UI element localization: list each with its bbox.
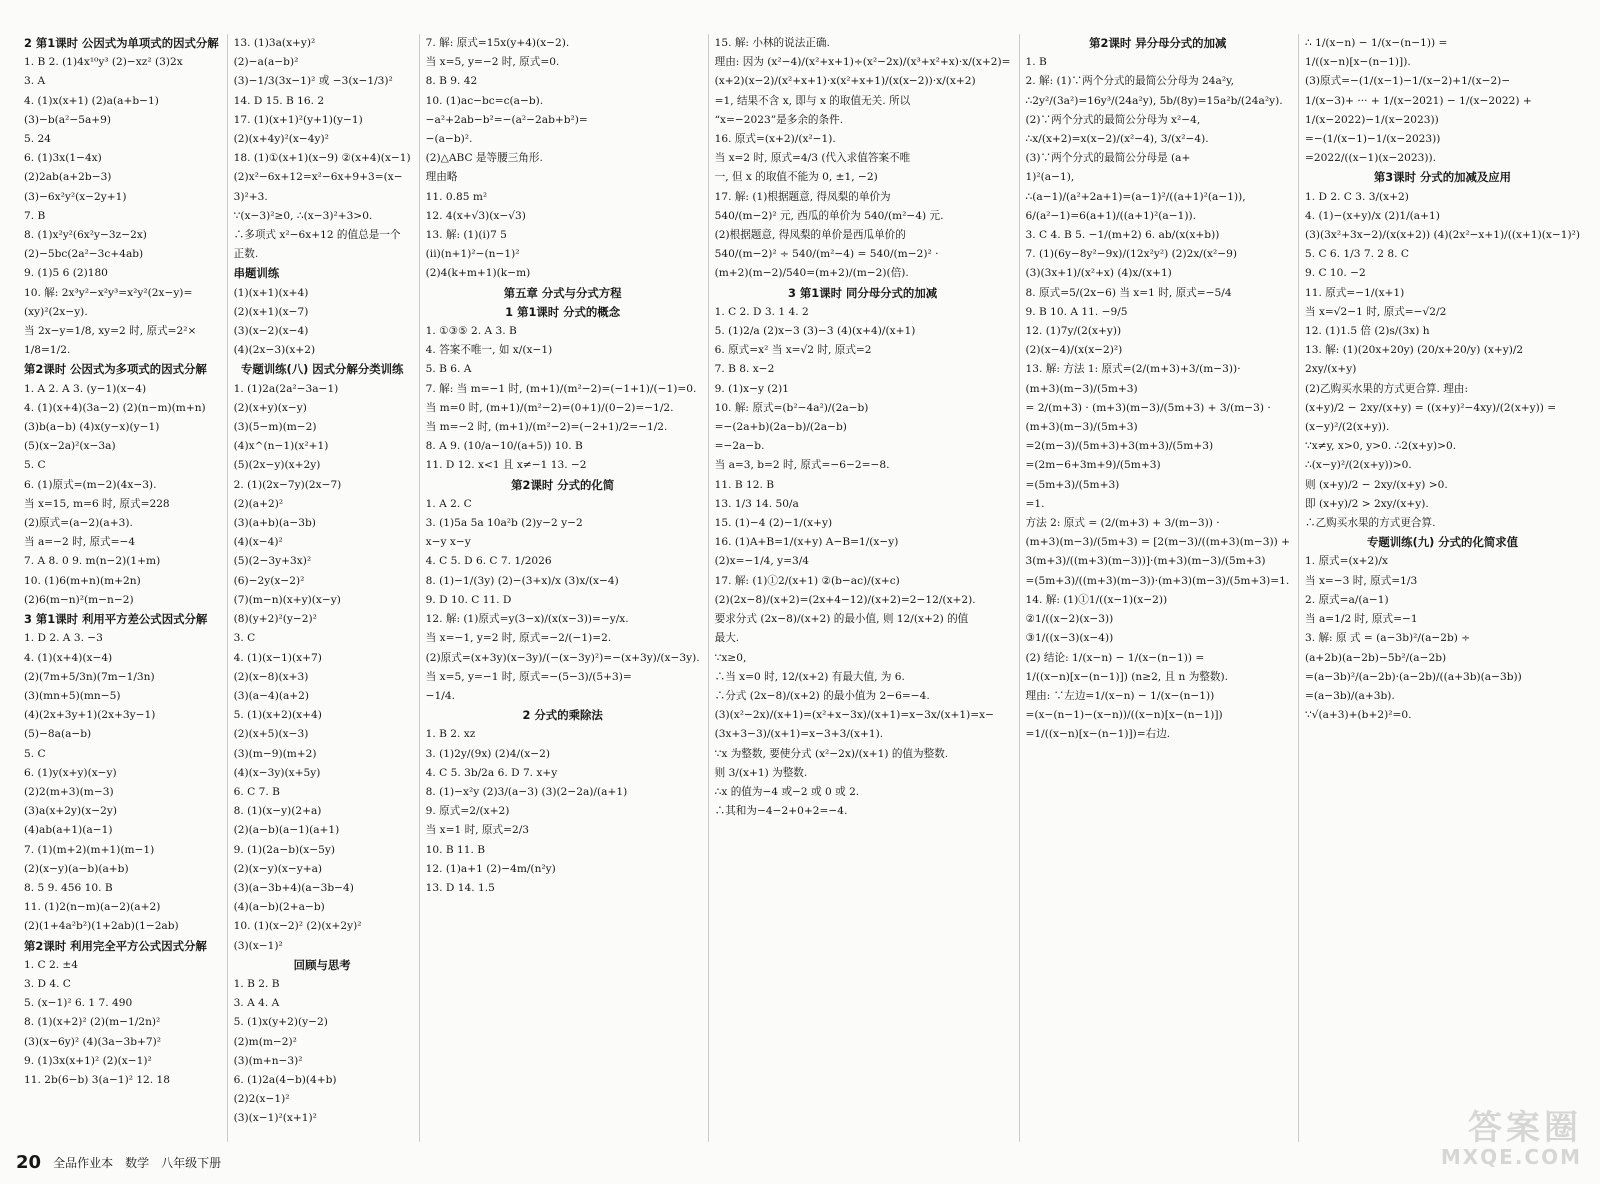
answer-line: 2. 解: (1)∵两个分式的最简公分母为 24a²y, — [1025, 75, 1235, 88]
answer-line: (2)(x−y)(a−b)(a+b) — [24, 862, 129, 875]
answer-line: 9. (1)x−y (2)1 — [714, 382, 790, 395]
answer-line: 9. 原式=2/(x+2) — [425, 805, 510, 818]
answer-line: (4)(a−b)(2+a−b) — [233, 901, 325, 914]
answer-line: 11. 原式=−1/(x+1) — [1304, 286, 1405, 299]
answer-line: (5)−8a(a−b) — [24, 728, 92, 741]
answer-line: 5. C — [24, 747, 46, 760]
answer-column-1 — [18, 34, 227, 1142]
section-heading: 第3课时 分式的加减及应用 — [1373, 170, 1512, 185]
answer-line: 理由略 — [425, 171, 458, 184]
answer-line: 5. C — [24, 459, 46, 472]
answer-line: 1. B 2. xz — [425, 728, 476, 741]
answer-line: (4)ab(a+1)(a−1) — [24, 824, 113, 837]
answer-line: (2)(x−y)(x−y+a) — [233, 862, 323, 875]
answer-line: 3. C — [233, 632, 256, 645]
answer-line: (3)(x²−2x)/(x+1)=(x²+x−3x)/(x+1)=x−3x/(x+1)=x− — [714, 709, 994, 722]
answer-line: (3)(x−6y)² (4)(3a−3b+7)² — [24, 1035, 162, 1048]
answer-line: 6/(a²−1)=6(a+1)/((a+1)²(a−1)). — [1025, 209, 1196, 222]
answer-line: (2)∵两个分式的最简公分母为 x²−4, — [1025, 113, 1201, 126]
answer-line: 当 m=−2 时, (m+1)/(m²−2)=(−2+1)/2=−1/2. — [425, 421, 668, 434]
answer-line: 8. A 9. (10/a−10/(a+5)) 10. B — [425, 440, 583, 453]
answer-line: (2)△ABC 是等腰三角形. — [425, 152, 543, 165]
answer-line: 要求分式 (2x−8)/(x+2) 的最小值, 则 12/(x+2) 的值 — [714, 613, 969, 626]
answer-line: (8)(y+2)²(y−2)² — [233, 613, 317, 626]
answer-line: 9. C 10. −2 — [1304, 267, 1366, 280]
answer-line: 1)²(a−1), — [1025, 171, 1075, 184]
answer-line: (x−y)²/(2(x+y)). — [1304, 421, 1390, 434]
site-watermark — [1352, 1110, 1582, 1174]
answer-line: ∵x≥0, — [714, 651, 747, 664]
answer-line: 当 x=√2−1 时, 原式=−√2/2 — [1304, 305, 1447, 318]
answer-line: (2) 结论: 1/(x−n) − 1/(x−(n−1)) = — [1025, 651, 1205, 664]
answer-line: (1)(x+1)(x+4) — [233, 286, 309, 299]
section-heading: 第2课时 异分母分式的加减 — [1089, 36, 1227, 50]
answer-line: (2)(a−b)(a−1)(a+1) — [233, 824, 340, 837]
answer-line: 12. 4(x+√3)(x−√3) — [425, 209, 526, 222]
answer-line: 18. (1)①(x+1)(x−9) ②(x+4)(x−1) — [233, 152, 411, 165]
answer-column-2 — [227, 34, 419, 1142]
answer-line: 6. (1)3x(1−4x) — [24, 152, 102, 165]
answer-line: ∴其和为−4−2+0+2=−4. — [714, 805, 848, 818]
answer-line: 10. (1)(x−2)² (2)(x+2y)² — [233, 920, 362, 933]
answer-line: (2)2(m+3)(m−3) — [24, 785, 114, 798]
answer-line: (2)原式=(x+3y)(x−3y)/(−(x−3y)²)=−(x+3y)/(x−3y). — [425, 651, 700, 664]
answer-line: 3. 解: 原 式 = (a−3b)²/(a−2b) ÷ — [1304, 632, 1471, 645]
answer-line: 14. D 15. B 16. 2 — [233, 94, 325, 107]
answer-line: 4. C 5. 3b/2a 6. D 7. x+y — [425, 766, 558, 779]
answer-line: 3(m+3)/((m+3)(m−3))]·(m+3)(m−3)/(5m+3) — [1025, 555, 1266, 568]
answer-line: ②1/((x−2)(x−3)) — [1025, 613, 1114, 626]
answer-line: −1/4. — [425, 689, 455, 702]
answer-line: (3)−6x²y²(x−2y+1) — [24, 190, 127, 203]
page-number: 20 — [16, 1151, 42, 1173]
answer-line: ∴x 的值为−4 或−2 或 0 或 2. — [714, 785, 860, 798]
answer-line: =−(2a+b)(2a−b)/(2a−b) — [714, 421, 847, 434]
answer-line: “x=−2023”是多余的条件. — [714, 113, 844, 126]
answer-line: (3)(m−9)(m+2) — [233, 747, 317, 760]
answer-line: 10. 解: 2x³y²−x²y³=x²y²(2x−y)= — [24, 286, 193, 299]
answer-line: 2. (1)(2x−7y)(2x−7) — [233, 478, 342, 491]
answer-line: 5. (1)2/a (2)x−3 (3)−3 (4)(x+4)/(x+1) — [714, 325, 916, 338]
answer-line: 8. 5 9. 456 10. B — [24, 881, 113, 894]
answer-line: 4. (1)(x−1)(x+7) — [233, 651, 322, 664]
answer-line: x−y x−y — [425, 536, 471, 549]
answer-line: =(a−3b)/(a+3b). — [1304, 689, 1395, 702]
answer-line: (3)a(x+2y)(x−2y) — [24, 805, 118, 818]
answer-line: (3)原式=−(1/(x−1)−1/(x−2)+1/(x−2)− — [1304, 75, 1511, 88]
answer-line: (5)(2−3y+3x)² — [233, 555, 312, 568]
answer-line: (3)(5−m)(m−2) — [233, 421, 317, 434]
answer-line: 6. (1)2a(4−b)(4+b) — [233, 1073, 337, 1086]
answer-line: (3)(x−1)²(x+1)² — [233, 1112, 317, 1125]
answer-line: 8. (1)(x+2)² (2)(m−1/2n)² — [24, 1016, 161, 1029]
section-heading: 专题训练(九) 分式的化简求值 — [1366, 535, 1519, 550]
answer-line: 1/((x−n)[x−(n−1)]). — [1304, 56, 1411, 69]
answer-line: =(a−3b)²/(a−2b)·(a−2b)/((a+3b)(a−3b)) — [1304, 670, 1522, 683]
answer-line: 7. 解: 当 m=−1 时, (m+1)/(m²−2)=(−1+1)/(−1)=0. — [425, 382, 697, 395]
answer-line: 15. (1)−4 (2)−1/(x+y) — [714, 517, 833, 530]
answer-line: 4. 答案不唯一, 如 x/(x−1) — [425, 344, 553, 357]
answer-line: 理由: ∵左边=1/(x−n) − 1/(x−(n−1)) — [1025, 689, 1215, 702]
answer-line: 14. 解: (1)①1/((x−1)(x−2)) — [1025, 593, 1168, 606]
answer-line: ∴x/(x+2)=x(x−2)/(x²−4), 3/(x²−4). — [1025, 133, 1209, 146]
answer-line: (3)(3x²+3x−2)/(x(x+2)) (4)(2x²−x+1)/((x+1)(x−1)²) — [1304, 229, 1580, 242]
answer-line: 10. (1)ac−bc=c(a−b). — [425, 94, 544, 107]
answer-line: 10. 解: 原式=(b²−4a²)/(2a−b) — [714, 401, 869, 414]
book-title: 全品作业本 — [53, 1155, 114, 1170]
answer-line: 当 2x−y=1/8, xy=2 时, 原式=2²× — [24, 325, 197, 338]
answer-line: ∴2y²/(3a²)=16y³/(24a²y), 5b/(8y)=15a²b/(24a²y). — [1025, 94, 1283, 107]
answer-line: 3. (1)5a 5a 10a²b (2)y−2 y−2 — [425, 517, 583, 530]
watermark-english: MXQE.COM — [1440, 1145, 1582, 1169]
answer-line: 1. (1)2a(2a²−3a−1) — [233, 382, 339, 395]
answer-line: =(5m+3)/((m+3)(m−3))·(m+3)(m−3)/(5m+3)=1. — [1025, 574, 1290, 587]
answer-column-5 — [1019, 34, 1298, 1142]
answer-line: 13. (1)3a(x+y)² — [233, 37, 316, 49]
answer-line: (3)(a−3b+4)(a−3b−4) — [233, 881, 354, 894]
answer-column-6 — [1298, 34, 1588, 1142]
answer-line: 15. 解: 小林的说法正确. — [714, 37, 830, 49]
answer-line: 当 x=1 时, 原式=2/3 — [425, 824, 530, 837]
answer-line: 1. D 2. C 3. 3/(x+2) — [1304, 190, 1409, 203]
answer-line: 9. (1)(2a−b)(x−5y) — [233, 843, 335, 856]
answer-line: ∴多项式 x²−6x+12 的值总是一个 — [233, 229, 401, 242]
answer-line: 则 (x+y)/2 − 2xy/(x+y) >0. — [1304, 478, 1448, 491]
answer-line: (3)(3x+1)/(x²+x) (4)x/(x+1) — [1025, 267, 1172, 280]
answer-line: 8. 原式=5/(2x−6) 当 x=1 时, 原式=−5/4 — [1025, 286, 1232, 299]
answer-line: 13. 解: 方法 1: 原式=(2/(m+3)+3/(m−3))· — [1025, 363, 1241, 376]
answer-line: 6. (1)y(x+y)(x−y) — [24, 766, 117, 779]
watermark-chinese: 答案圈 — [1468, 1108, 1582, 1148]
answer-line: 1. ①③⑤ 2. A 3. B — [425, 325, 517, 338]
answer-line: 当 x=−1, y=2 时, 原式=−2/(−1)=2. — [425, 632, 612, 645]
answer-line: ∵x 为整数, 要使分式 (x²−2x)/(x+1) 的值为整数. — [714, 747, 949, 760]
answer-line: (m+3)(m−3)/(5m+3) — [1025, 382, 1138, 395]
answer-line: (4)(2x−3)(x+2) — [233, 344, 316, 357]
section-heading: 第2课时 利用完全平方公式因式分解 — [24, 938, 207, 953]
answer-line: 6. 原式=x² 当 x=√2 时, 原式=2 — [714, 344, 872, 357]
answer-line: 17. (1)(x+1)²(y+1)(y−1) — [233, 113, 363, 126]
answer-line: 8. (1)−x²y (2)3/(a−3) (3)(2−2a)/(a+1) — [425, 785, 628, 798]
answer-line: 12. (1)1.5 倍 (2)s/(3x) h — [1304, 325, 1430, 338]
answer-line: 5. (1)x(y+2)(y−2) — [233, 1016, 328, 1029]
answer-line: 5. 24 — [24, 133, 51, 146]
answer-line: (2)2(x−1)² — [233, 1093, 290, 1106]
answer-line: 6. C 7. B — [233, 785, 280, 798]
answer-line: (3)(x−2)(x−4) — [233, 325, 309, 338]
answer-line: ∴(x−y)²/(2(x+y))>0. — [1304, 459, 1412, 472]
answer-line: (2)(x−4)/(x(x−2)²) — [1025, 344, 1123, 357]
answer-line: 当 a=−2 时, 原式=−4 — [24, 536, 136, 549]
answer-line: (m+2)(m−2)/540=(m+2)/(m−2)(倍). — [714, 267, 909, 280]
answer-line: 4. (1)(x+4)(x−4) — [24, 651, 113, 664]
grade-label: 八年级下册 — [161, 1155, 222, 1170]
answer-line: −(a−b)². — [425, 133, 473, 146]
answer-line: 3. C 4. B 5. −1/(m+2) 6. ab/(x(x+b)) — [1025, 229, 1220, 242]
answer-line: 8. B 9. 42 — [425, 75, 478, 88]
answer-line: (2)根据题意, 得凤梨的单价是西瓜单价的 — [714, 229, 906, 242]
answer-line: 7. B — [24, 209, 46, 222]
section-heading: 2 第1课时 公因式为单项式的因式分解 — [24, 36, 219, 50]
answer-line: 最大. — [714, 632, 740, 645]
answer-line: 7. A 8. 0 9. m(n−2)(1+m) — [24, 555, 161, 568]
answer-line: 11. 2b(6−b) 3(a−1)² 12. 18 — [24, 1073, 171, 1086]
answer-line: (4)(x−3y)(x+5y) — [233, 766, 321, 779]
answer-line: 9. B 10. A 11. −9/5 — [1025, 305, 1128, 318]
answer-line: (2)m(m−2)² — [233, 1035, 297, 1048]
answer-line: 9. (1)3x(x+1)² (2)(x−1)² — [24, 1054, 152, 1067]
answer-line: (m+3)(m−3)/(5m+3) — [1025, 421, 1138, 434]
answer-line: (2)(x+y)(x−y) — [233, 401, 307, 414]
answer-line: 5. C 6. 1/3 7. 2 8. C — [1304, 248, 1409, 261]
answer-line: 12. 解: (1)原式=y(3−x)/(x(x−3))=−y/x. — [425, 613, 629, 626]
answer-line: 540/(m−2)² 元, 西瓜的单价为 540/(m²−4) 元. — [714, 209, 944, 222]
answer-line: 11. (1)2(n−m)(a−2)(a+2) — [24, 901, 161, 914]
answer-line: 7. (1)(6y−8y²−9x)/(12x²y²) (2)2x/(x²−9) — [1025, 248, 1237, 261]
answer-line: (2)(7m+5/3n)(7m−1/3n) — [24, 670, 155, 683]
answer-line: (3)(a−4)(a+2) — [233, 689, 310, 702]
answer-line: 11. 0.85 m² — [425, 190, 488, 203]
answer-line: =−(1/(x−1)−1/(x−2023)) — [1304, 133, 1441, 146]
answer-line: 当 a=3, b=2 时, 原式=−6−2=−8. — [714, 459, 890, 472]
answer-line: (4)(x−4)² — [233, 536, 283, 549]
answer-line: 当 m=0 时, (m+1)/(m²−2)=(0+1)/(0−2)=−1/2. — [425, 401, 674, 414]
answer-line: 6. (1)原式=(m−2)(4x−3). — [24, 478, 157, 491]
answer-line: (3)−1/3(3x−1)² 或 −3(x−1/3)² — [233, 75, 393, 88]
answer-line: 一, 但 x 的取值不能为 0, ±1, −2) — [714, 171, 878, 184]
answer-line: (2)(x+5)(x−3) — [233, 728, 309, 741]
answer-line: (2)x²−6x+12=x²−6x+9+3=(x− — [233, 171, 403, 184]
answer-line: 3. A 4. A — [233, 997, 280, 1010]
answer-line: 5. (x−1)² 6. 1 7. 490 — [24, 997, 133, 1010]
answer-line: (2)(a+2)² — [233, 497, 284, 510]
answer-line: ∴ 1/(x−n) − 1/(x−(n−1)) = — [1304, 37, 1448, 49]
answer-line: 3)²+3. — [233, 190, 268, 203]
answer-line: (3)∵两个分式的最简公分母是 (a+ — [1025, 152, 1191, 165]
answer-line: 当 x=5, y=−1 时, 原式=−(5−3)/(5+3)= — [425, 670, 632, 683]
answer-line: 7. (1)(m+2)(m+1)(m−1) — [24, 843, 155, 856]
answer-line: 1. 原式=(x+2)/x — [1304, 555, 1388, 568]
section-heading: 3 第1课时 同分母分式的加减 — [788, 285, 938, 300]
answer-line: (5)(x−2a)²(x−3a) — [24, 440, 116, 453]
answer-line: 4. (1)−(x+y)/x (2)1/(a+1) — [1304, 209, 1440, 222]
answer-line: 2. 原式=a/(a−1) — [1304, 593, 1389, 606]
answer-line: 3. D 4. C — [24, 977, 71, 990]
answer-line: 16. 原式=(x+2)/(x²−1). — [714, 133, 836, 146]
answer-line: (2)(1+4a²b²)(1+2ab)(1−2ab) — [24, 920, 179, 933]
answer-line: ∴分式 (2x−8)/(x+2) 的最小值为 2−6=−4. — [714, 689, 930, 702]
answer-line: 13. 解: (1)(20x+20y) (20/x+20/y) (x+y)/2 — [1304, 344, 1524, 357]
answer-line: 1/8=1/2. — [24, 344, 71, 357]
answer-line: (x+y)/2 − 2xy/(x+y) = ((x+y)²−4xy)/(2(x+y)) = — [1304, 401, 1557, 414]
answer-line: =2(m−3)/(5m+3)+3(m+3)/(5m+3) — [1025, 440, 1214, 453]
answer-line: 1. A 2. C — [425, 497, 472, 510]
section-heading: 第五章 分式与分式方程 — [503, 285, 622, 300]
answer-line: (2)6(m−n)²(m−n−2) — [24, 593, 134, 606]
answer-line: ∴(a−1)/(a²+2a+1)=(a−1)²/((a+1)²(a−1)), — [1025, 190, 1246, 203]
answer-line: 4. (1)(x+4)(3a−2) (2)(n−m)(m+n) — [24, 401, 206, 414]
answer-line: 当 x=−3 时, 原式=1/3 — [1304, 574, 1418, 587]
answer-line: 2xy/(x+y) — [1304, 363, 1357, 376]
answer-line: 4. (1)x(x+1) (2)a(a+b−1) — [24, 94, 159, 107]
section-heading: 专题训练(八) 因式分解分类训练 — [240, 362, 404, 377]
answer-line: (3x+3−3)/(x+1)=x−3+3/(x+1). — [714, 728, 884, 741]
answer-line: 16. (1)A+B=1/(x+y) A−B=1/(x−y) — [714, 536, 899, 549]
section-heading: 串题训练 — [233, 266, 280, 281]
answer-line: ∵x≠y, x>0, y>0. ∴2(x+y)>0. — [1304, 440, 1457, 453]
answer-line: ∴乙购买水果的方式更合算. — [1304, 517, 1436, 530]
answer-line: (2)乙购买水果的方式更合算. 理由: — [1304, 382, 1469, 395]
answer-line: =1, 结果不含 x, 即与 x 的取值无关. 所以 — [714, 94, 911, 107]
answer-line: 11. B 12. B — [714, 478, 774, 491]
answer-line: (3)b(a−b) (4)x(y−x)(y−1) — [24, 421, 160, 434]
answer-line: 正数. — [233, 248, 259, 261]
answer-line: (5)(2x−y)(x+2y) — [233, 459, 321, 472]
answer-line: 10. (1)6(m+n)(m+2n) — [24, 574, 141, 587]
answer-line: 13. 解: (1)(i)7 5 — [425, 229, 507, 242]
answer-line: 方法 2: 原式 = (2/(m+3) + 3/(m−3)) · — [1025, 517, 1220, 530]
answer-line: ∴当 x=0 时, 12/(x+2) 有最大值, 为 6. — [714, 670, 905, 683]
answer-line: (3)−b(a²−5a+9) — [24, 113, 112, 126]
answer-line: =(2m−6+3m+9)/(5m+3) — [1025, 459, 1161, 472]
answer-line: 12. (1)a+1 (2)−4m/(n²y) — [425, 862, 556, 875]
answer-line: (3)(m+n−3)² — [233, 1054, 303, 1067]
answer-line: 当 a=1/2 时, 原式=−1 — [1304, 613, 1418, 626]
answer-page — [18, 34, 1584, 1142]
section-heading: 2 分式的乘除法 — [522, 708, 603, 723]
section-heading: 1 第1课时 分式的概念 — [505, 304, 621, 319]
answer-line: =−2a−b. — [714, 440, 765, 453]
answer-line: 17. 解: (1)①2/(x+1) ②(b−ac)/(x+c) — [714, 574, 900, 587]
answer-line: 即 (x+y)/2 > 2xy/(x+y). — [1304, 497, 1429, 510]
answer-line: 540/(m−2)² ÷ 540/(m²−4) = 540/(m−2)² · — [714, 248, 939, 261]
answer-line: 7. 解: 原式=15x(y+4)(x−2). — [425, 37, 570, 49]
answer-line: (2)−a(a−b)² — [233, 56, 299, 69]
answer-line: (2)x=−1/4, y=3/4 — [714, 555, 810, 568]
answer-line: −a²+2ab−b²=−(a²−2ab+b²)= — [425, 113, 588, 126]
answer-line: (4)x^(n−1)(x²+1) — [233, 440, 329, 453]
answer-line: 1. B 2. (1)4x¹⁰y³ (2)−xz² (3)2x — [24, 56, 183, 69]
answer-line: 1/(x−3)+ ··· + 1/(x−2021) − 1/(x−2022) + — [1304, 94, 1532, 107]
answer-line: (3)(a+b)(a−3b) — [233, 517, 316, 530]
answer-line: 5. (1)(x+2)(x+4) — [233, 709, 322, 722]
answer-line: 1. C 2. D 3. 1 4. 2 — [714, 305, 809, 318]
answer-line: 1. B 2. B — [233, 977, 280, 990]
section-heading: 3 第1课时 利用平方差公式因式分解 — [24, 612, 208, 627]
answer-line: (a+2b)(a−2b)−5b²/(a−2b) — [1304, 651, 1447, 664]
answer-line: (2)(2x−8)/(x+2)=(2x+4−12)/(x+2)=2−12/(x+2). — [714, 593, 976, 606]
answer-line: (2)2ab(a+2b−3) — [24, 171, 112, 184]
answer-line: 8. (1)x²y²(6x²y−3z−2x) — [24, 229, 147, 242]
answer-line: 1. B — [1025, 56, 1047, 69]
answer-line: 1. D 2. A 3. −3 — [24, 632, 103, 645]
answer-line: 5. B 6. A — [425, 363, 472, 376]
answer-line: 13. D 14. 1.5 — [425, 881, 495, 894]
answer-line: (2)原式=(a−2)(a+3). — [24, 517, 133, 530]
answer-line: (7)(m−n)(x+y)(x−y) — [233, 593, 341, 606]
answer-column-3 — [419, 34, 708, 1142]
section-heading: 第2课时 公因式为多项式的因式分解 — [24, 362, 207, 377]
answer-line: 9. (1)5 6 (2)180 — [24, 267, 108, 280]
answer-line: (6)−2y(x−2)² — [233, 574, 305, 587]
answer-line: (2)(x−8)(x+3) — [233, 670, 309, 683]
answer-line: 当 x=5, y=−2 时, 原式=0. — [425, 56, 560, 69]
answer-line: 11. D 12. x<1 且 x≠−1 13. −2 — [425, 459, 587, 472]
answer-line: 8. (1)(x−y)(2+a) — [233, 805, 322, 818]
answer-line: 13. 1/3 14. 50/a — [714, 497, 799, 510]
answer-line: 3. (1)2y/(9x) (2)4/(x−2) — [425, 747, 550, 760]
answer-line: =(5m+3)/(5m+3) — [1025, 478, 1120, 491]
answer-line: 8. (1)−1/(3y) (2)−(3+x)/x (3)x/(x−4) — [425, 574, 619, 587]
answer-line: (2)4(k+m+1)(k−m) — [425, 267, 531, 280]
answer-line: ∵√(a+3)+(b+2)²=0. — [1304, 709, 1412, 722]
answer-line: 4. C 5. D 6. C 7. 1/2026 — [425, 555, 552, 568]
answer-line: 1. A 2. A 3. (y−1)(x−4) — [24, 382, 147, 395]
answer-line: 9. D 10. C 11. D — [425, 593, 512, 606]
answer-line: (3)(mn+5)(mn−5) — [24, 689, 121, 702]
answer-line: 1/((x−n)[x−(n−1)]) (n≥2, 且 n 为整数). — [1025, 670, 1228, 683]
answer-line: (2)(x+4y)²(x−4y)² — [233, 133, 329, 146]
answer-line: ∵(x−3)²≥0, ∴(x−3)²+3>0. — [233, 209, 373, 222]
answer-line: 1/(x−2022)−1/(x−2023)) — [1304, 113, 1439, 126]
answer-line: (ii)(n+1)²−(n−1)² — [425, 248, 520, 261]
page-footer — [16, 1149, 221, 1175]
answer-line: 10. B 11. B — [425, 843, 486, 856]
answer-line: 理由: 因为 (x²−4)/(x²+x+1)÷(x²−2x)/(x³+x²+x)·x/(x+2)= — [714, 56, 1011, 69]
answer-column-4 — [708, 34, 1019, 1142]
answer-line: 则 3/(x+1) 为整数. — [714, 766, 808, 779]
answer-line: =(x−(n−1)−(x−n))/((x−n)[x−(n−1)]) — [1025, 709, 1223, 722]
answer-line: (2)−5bc(2a²−3c+4ab) — [24, 248, 144, 261]
answer-line: (x+2)(x−2)/(x²+x+1)·x(x²+x+1)/(x(x−2))·x/(x+2) — [714, 75, 976, 88]
answer-line: (xy)²(2x−y). — [24, 305, 88, 318]
answer-line: 3. A — [24, 75, 46, 88]
answer-line: (4)(2x+3y+1)(2x+3y−1) — [24, 709, 156, 722]
answer-line: 当 x=2 时, 原式=4/3 (代入求值答案不唯 — [714, 152, 911, 165]
answer-line: (2)(x+1)(x−7) — [233, 305, 309, 318]
answer-line: =1. — [1025, 497, 1045, 510]
answer-line: (m+3)(m−3)/(5m+3) = [2(m−3)/((m+3)(m−3)) + — [1025, 536, 1290, 549]
answer-line: 当 x=15, m=6 时, 原式=228 — [24, 497, 170, 510]
answer-line: 17. 解: (1)根据题意, 得凤梨的单价为 — [714, 190, 891, 203]
answer-line: =1/((x−n)[x−(n−1)])=右边. — [1025, 728, 1171, 741]
answer-line: = 2/(m+3) · (m+3)(m−3)/(5m+3) + 3/(m−3) · — [1025, 401, 1271, 414]
subject-label: 数学 — [125, 1155, 150, 1170]
answer-line: 1. C 2. ±4 — [24, 958, 79, 971]
answer-line: 12. (1)7y/(2(x+y)) — [1025, 325, 1122, 338]
answer-line: ③1/((x−3)(x−4)) — [1025, 632, 1114, 645]
answer-line: (3)(x−1)² — [233, 939, 283, 952]
section-heading: 第2课时 分式的化简 — [511, 477, 615, 492]
section-heading: 回顾与思考 — [293, 957, 351, 972]
answer-line: 7. B 8. x−2 — [714, 363, 775, 376]
answer-line: =2022/((x−1)(x−2023)). — [1304, 152, 1436, 165]
